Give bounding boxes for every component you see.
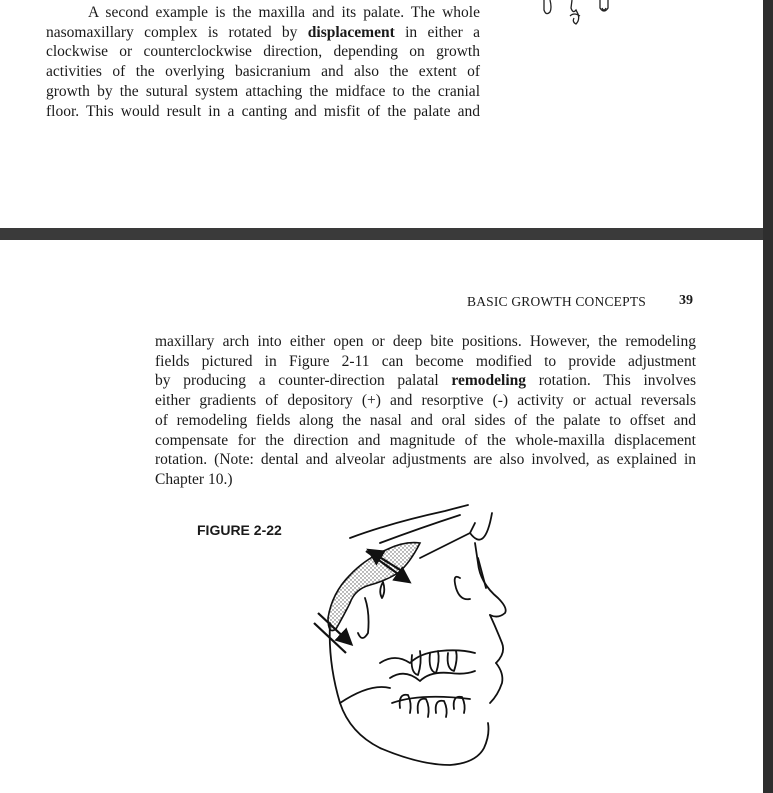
text-line	[155, 371, 696, 391]
page-number: 39	[679, 293, 693, 308]
text-line: of remodeling fields along the nasal and oral sides of the palate to offset and	[155, 411, 696, 429]
text-line: floor. This would result in a canting and misfit of the palate and	[46, 102, 480, 120]
text-line: fields pictured in Figure 2-11 can become modified to provide adjustment	[155, 352, 696, 370]
skull-profile-illustration	[270, 503, 530, 793]
text-span: rotation. This involves	[526, 372, 696, 390]
text-line: activities of the overlying basicranium and also the extent of	[46, 63, 480, 81]
current-page	[0, 240, 763, 793]
top-paragraph	[46, 3, 480, 121]
text-line: compensate for the direction and magnitude of the whole-maxilla displacement	[155, 431, 696, 449]
bold-term-displacement: displacement	[307, 23, 395, 41]
text-line	[46, 23, 480, 43]
text-line: either gradients of depository (+) and resorptive (-) activity or actual reversals	[155, 392, 696, 410]
running-head: BASIC GROWTH CONCEPTS	[467, 294, 646, 309]
previous-page	[0, 0, 763, 228]
body-paragraph	[155, 332, 696, 490]
text-line: rotation. (Note: dental and alveolar adjustments are also involved, as explained in	[155, 451, 696, 469]
bold-term-remodeling: remodeling	[451, 372, 527, 390]
text-span: by producing a counter-direction palatal	[155, 372, 452, 390]
text-span: nasomaxillary complex is rotated by	[46, 23, 308, 41]
text-line: Chapter 10.)	[155, 470, 233, 488]
figure-label: FIGURE 2-22	[197, 522, 282, 538]
teeth-illustration	[536, 0, 626, 30]
text-line: maxillary arch into either open or deep bite positions. However, the remodeling	[155, 333, 696, 350]
text-line: A second example is the maxilla and its palate. The whole	[88, 4, 480, 21]
text-span: in either a	[394, 23, 480, 41]
scrollbar-track[interactable]	[763, 0, 773, 793]
text-line: clockwise or counterclockwise direction, depending on growth	[46, 43, 480, 61]
text-line: growth by the sutural system attaching the midface to the cranial	[46, 82, 480, 100]
page-separator	[0, 228, 773, 240]
